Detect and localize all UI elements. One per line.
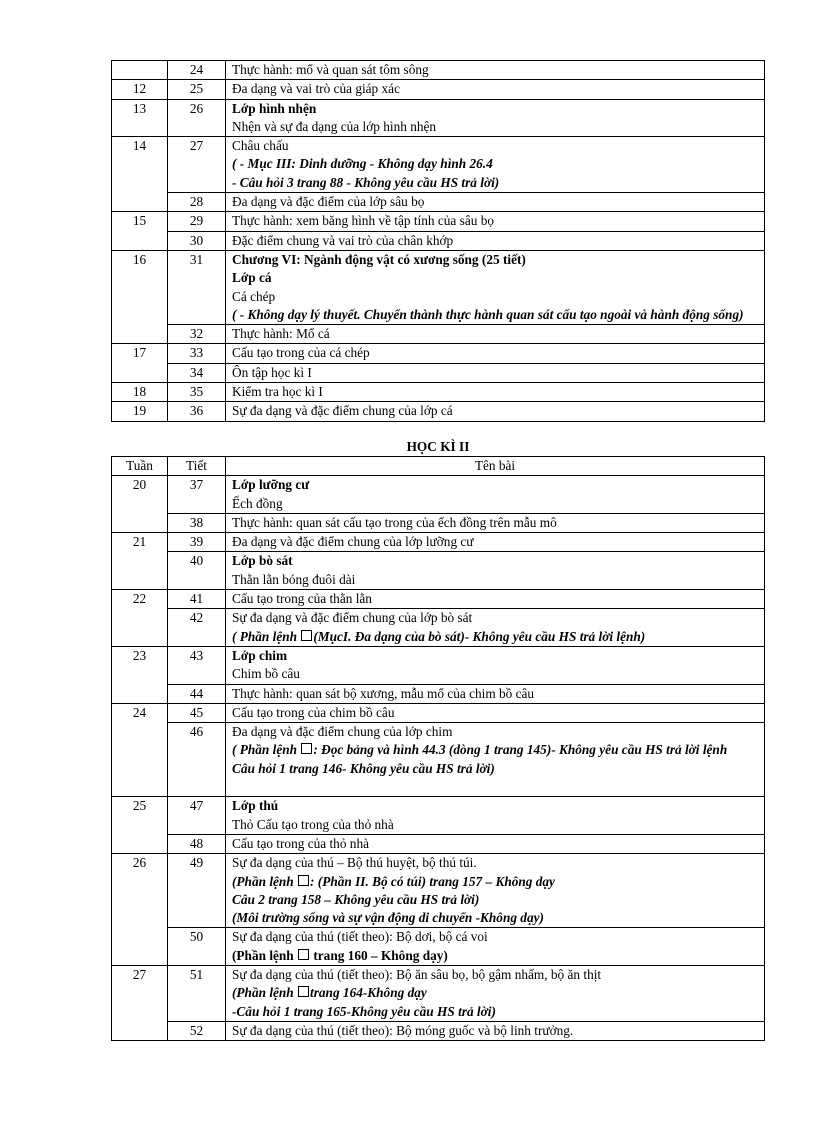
lesson-line (232, 778, 764, 796)
lesson-cell (226, 99, 765, 137)
lesson-line (232, 854, 764, 872)
period-cell: 33 (168, 344, 226, 363)
lesson-text-continued: trang 160 – Không dạy) (310, 947, 448, 963)
lesson-line (232, 723, 764, 741)
table-row (112, 966, 765, 1022)
week-cell: 12 (112, 80, 168, 99)
week-cell: 25 (112, 797, 168, 854)
lesson-cell (226, 590, 765, 609)
lesson-text: (Môi trường sống và sự vận động di chuyển -Không dạy) (232, 910, 544, 926)
lesson-text: -Câu hỏi 1 trang 165-Không yêu cầu HS trả lời) (232, 1003, 496, 1019)
lesson-text: Đa dạng và vai trò của giáp xác (232, 81, 400, 97)
lesson-cell (226, 250, 765, 324)
lesson-line (232, 232, 764, 250)
lesson-text: Lớp cá (232, 270, 272, 286)
lesson-text-continued: : Đọc bảng và hình 44.3 (dòng 1 trang 145)- Không yêu cầu HS trả lời lệnh (313, 742, 728, 758)
table-row (112, 250, 765, 324)
table-row (112, 834, 765, 853)
lesson-cell (226, 61, 765, 80)
period-cell: 45 (168, 703, 226, 722)
lesson-cell (226, 363, 765, 382)
lesson-text-continued: trang 164-Không dạy (310, 985, 427, 1001)
period-cell: 29 (168, 212, 226, 231)
lesson-text: Lớp chim (232, 647, 288, 663)
lesson-line (232, 1003, 764, 1021)
lesson-line (232, 118, 764, 136)
lesson-line (232, 155, 764, 173)
lesson-text: Ôn tập học kì I (232, 364, 312, 380)
header-period: Tiết (168, 457, 226, 476)
checkbox-square-icon (298, 986, 309, 997)
lesson-line (232, 816, 764, 834)
lesson-line (232, 193, 764, 211)
lesson-text: Cá chép (232, 288, 276, 304)
lesson-text: Châu chấu (232, 138, 289, 154)
lesson-line (232, 533, 764, 551)
lesson-line (232, 665, 764, 683)
lesson-text: Sự đa dạng của thú – Bộ thú huyệt, bộ thú túi. (232, 855, 477, 871)
week-cell: 14 (112, 137, 168, 212)
table-row (112, 402, 765, 421)
period-cell: 47 (168, 797, 226, 835)
lesson-text: Cấu tạo trong của thỏ nhà (232, 835, 369, 851)
lesson-text: Ếch đồng (232, 495, 283, 511)
lesson-text: (Phần lệnh (232, 947, 298, 963)
lesson-line (232, 891, 764, 909)
table-row (112, 928, 765, 966)
table-row (112, 533, 765, 552)
lesson-text: Cấu tạo trong của thằn lằn (232, 591, 372, 607)
checkbox-square-icon (301, 743, 312, 754)
period-cell: 49 (168, 854, 226, 928)
week-cell: 17 (112, 344, 168, 383)
lesson-line (232, 685, 764, 703)
lesson-text: Thực hành: quan sát cấu tạo trong của ếch đồng trên mẫu mô (232, 514, 557, 530)
lesson-cell (226, 723, 765, 797)
period-cell: 39 (168, 533, 226, 552)
lesson-cell (226, 212, 765, 231)
table-row (112, 137, 765, 193)
lesson-cell (226, 928, 765, 966)
lesson-text: Thực hành: Mổ cá (232, 326, 330, 342)
lesson-text: Kiểm tra học kì I (232, 384, 323, 400)
lesson-cell (226, 80, 765, 99)
lesson-line (232, 928, 764, 946)
week-cell: 27 (112, 966, 168, 1041)
period-cell: 41 (168, 590, 226, 609)
lesson-text: Chương VI: Ngành động vật có xương sống (25 tiết) (232, 251, 526, 267)
lesson-line (232, 174, 764, 192)
table-row (112, 325, 765, 344)
lesson-line (232, 1022, 764, 1040)
period-cell: 27 (168, 137, 226, 193)
lesson-cell (226, 193, 765, 212)
lesson-cell (226, 834, 765, 853)
week-cell: 18 (112, 383, 168, 402)
lesson-text: Thực hành: mổ và quan sát tôm sông (232, 62, 429, 77)
lesson-cell (226, 513, 765, 532)
lesson-text: Sự đa dạng và đặc điểm chung của lớp bò sát (232, 610, 473, 626)
period-cell: 35 (168, 383, 226, 402)
lesson-cell (226, 402, 765, 421)
lesson-text: Nhện và sự đa dạng của lớp hình nhện (232, 118, 437, 134)
lesson-line (232, 590, 764, 608)
lesson-text: ( - Không dạy lý thuyết. Chuyển thành thực hành quan sát cấu tạo ngoài và hành động sống) (232, 306, 744, 322)
period-cell: 46 (168, 723, 226, 797)
lesson-line (232, 251, 764, 269)
lesson-text: Lớp bò sát (232, 553, 293, 569)
period-cell: 30 (168, 231, 226, 250)
lesson-line (232, 873, 764, 891)
period-cell: 50 (168, 928, 226, 966)
period-cell: 42 (168, 609, 226, 647)
lesson-text-continued: : (Phần II. Bộ có túi) trang 157 – Không dạy (310, 873, 555, 889)
lesson-text: Sự đa dạng của thú (tiết theo): Bộ móng guốc và bộ linh trưởng. (232, 1022, 574, 1038)
table-row (112, 703, 765, 722)
table-row (112, 231, 765, 250)
table-row (112, 344, 765, 363)
lesson-text: (Phần lệnh (232, 985, 298, 1001)
lesson-line (232, 476, 764, 494)
checkbox-square-icon (301, 630, 312, 641)
lesson-line (232, 325, 764, 343)
lesson-cell (226, 476, 765, 514)
table-row (112, 383, 765, 402)
week-cell: 21 (112, 533, 168, 590)
period-cell: 48 (168, 834, 226, 853)
period-cell: 51 (168, 966, 226, 1022)
lesson-cell (226, 137, 765, 193)
lesson-text: Thằn lằn bóng đuôi dài (232, 571, 356, 587)
period-cell: 28 (168, 193, 226, 212)
table-row (112, 212, 765, 231)
table-row (112, 476, 765, 514)
table-row (112, 363, 765, 382)
week-cell: 13 (112, 99, 168, 137)
week-cell: 24 (112, 703, 168, 796)
table-row (112, 646, 765, 684)
lesson-line (232, 288, 764, 306)
lesson-line (232, 835, 764, 853)
lesson-line (232, 306, 764, 324)
table-row (112, 193, 765, 212)
table-row (112, 609, 765, 647)
period-cell: 52 (168, 1021, 226, 1040)
table-row (112, 80, 765, 99)
lesson-cell (226, 1021, 765, 1040)
week-cell (112, 61, 168, 80)
lesson-cell (226, 344, 765, 363)
lesson-text: Cấu tạo trong của cá chép (232, 345, 370, 361)
table-row (112, 513, 765, 532)
lesson-line (232, 628, 764, 646)
period-cell: 32 (168, 325, 226, 344)
lesson-text: Thỏ Cấu tạo trong của thỏ nhà (232, 816, 394, 832)
curriculum-table-term1 (111, 60, 765, 422)
lesson-text: Đa dạng và đặc điểm chung của lớp chim (232, 724, 453, 740)
lesson-text: Lớp lưỡng cư (232, 477, 310, 493)
lesson-text: ( Phần lệnh (232, 742, 301, 758)
lesson-text-continued: (MụcI. Đa dạng của bò sát)- Không yêu cầu HS trả lời lệnh) (313, 628, 646, 644)
lesson-text: Sự đa dạng và đặc điểm chung của lớp cá (232, 403, 453, 419)
table-row (112, 61, 765, 80)
lesson-line (232, 383, 764, 401)
lesson-text: ( Phần lệnh (232, 628, 301, 644)
period-cell: 31 (168, 250, 226, 324)
week-cell: 16 (112, 250, 168, 343)
lesson-text: Thực hành: quan sát bộ xương, mẫu mổ của chim bồ câu (232, 685, 535, 701)
lesson-text: Lớp thú (232, 798, 279, 814)
week-cell: 15 (112, 212, 168, 251)
lesson-text: - Câu hỏi 3 trang 88 - Không yêu cầu HS trả lời) (232, 174, 500, 190)
lesson-cell (226, 854, 765, 928)
week-cell: 26 (112, 854, 168, 966)
lesson-line (232, 137, 764, 155)
lesson-text: Lớp hình nhện (232, 100, 317, 116)
header-week: Tuần (112, 457, 168, 476)
lesson-cell (226, 703, 765, 722)
lesson-line (232, 402, 764, 420)
period-cell: 26 (168, 99, 226, 137)
period-cell: 40 (168, 552, 226, 590)
lesson-text: ( - Mục III: Dinh dưỡng - Không dạy hình 26.4 (232, 156, 493, 172)
period-cell: 24 (168, 61, 226, 80)
lesson-text: Câu hỏi 1 trang 146- Không yêu cầu HS trả lời) (232, 760, 495, 776)
period-cell: 25 (168, 80, 226, 99)
lesson-line (232, 947, 764, 965)
table-row (112, 552, 765, 590)
week-cell: 22 (112, 590, 168, 647)
lesson-line (232, 552, 764, 570)
lesson-text: Đa dạng và đặc điểm chung của lớp lưỡng cư (232, 534, 474, 550)
table-row (112, 684, 765, 703)
checkbox-square-icon (298, 875, 309, 886)
lesson-line (232, 704, 764, 722)
lesson-line (232, 909, 764, 927)
week-cell: 23 (112, 646, 168, 703)
table-row (112, 99, 765, 137)
week-cell: 19 (112, 402, 168, 421)
lesson-line (232, 966, 764, 984)
lesson-line (232, 647, 764, 665)
lesson-cell (226, 325, 765, 344)
lesson-line (232, 609, 764, 627)
lesson-line (232, 797, 764, 815)
checkbox-square-icon (298, 949, 309, 960)
lesson-text: Cấu tạo trong của chim bồ câu (232, 704, 395, 720)
period-cell: 34 (168, 363, 226, 382)
table-row (112, 854, 765, 928)
lesson-text: Chim bồ câu (232, 666, 300, 682)
lesson-line (232, 760, 764, 778)
term2-heading: HỌC KÌ II (406, 439, 470, 454)
lesson-text: Thực hành: xem băng hình về tập tính của sâu bọ (232, 213, 494, 229)
period-cell: 43 (168, 646, 226, 684)
lesson-text: Sự đa dạng của thú (tiết theo): Bộ ăn sâu bọ, bộ gậm nhấm, bộ ăn thịt (232, 967, 602, 983)
period-cell: 37 (168, 476, 226, 514)
lesson-cell (226, 231, 765, 250)
lesson-line (232, 61, 764, 79)
week-cell: 20 (112, 476, 168, 533)
lesson-text: (Phần lệnh (232, 873, 298, 889)
lesson-line (232, 212, 764, 230)
table-header-row (112, 457, 765, 476)
lesson-cell (226, 797, 765, 835)
lesson-line (232, 80, 764, 98)
lesson-line (232, 100, 764, 118)
lesson-text: Sự đa dạng của thú (tiết theo): Bộ dơi, bộ cá voi (232, 929, 488, 945)
lesson-text: Đặc điểm chung và vai trò của chân khớp (232, 232, 454, 248)
period-cell: 38 (168, 513, 226, 532)
lesson-line (232, 344, 764, 362)
lesson-cell (226, 646, 765, 684)
lesson-line (232, 269, 764, 287)
lesson-line (232, 495, 764, 513)
lesson-line (232, 514, 764, 532)
lesson-text: Đa dạng và đặc điểm của lớp sâu bọ (232, 194, 425, 210)
period-cell: 36 (168, 402, 226, 421)
lesson-cell (226, 533, 765, 552)
table-row (112, 590, 765, 609)
lesson-cell (226, 684, 765, 703)
curriculum-table-term2 (111, 456, 765, 1041)
lesson-cell (226, 552, 765, 590)
lesson-cell (226, 383, 765, 402)
lesson-text: Câu 2 trang 158 – Không yêu cầu HS trả lời) (232, 891, 480, 907)
lesson-line (232, 741, 764, 759)
table-row (112, 723, 765, 797)
period-cell: 44 (168, 684, 226, 703)
table-row (112, 1021, 765, 1040)
lesson-cell (226, 966, 765, 1022)
lesson-line (232, 571, 764, 589)
lesson-line (232, 984, 764, 1002)
table-row (112, 797, 765, 835)
lesson-cell (226, 609, 765, 647)
header-lesson: Tên bài (226, 457, 765, 476)
lesson-line (232, 364, 764, 382)
